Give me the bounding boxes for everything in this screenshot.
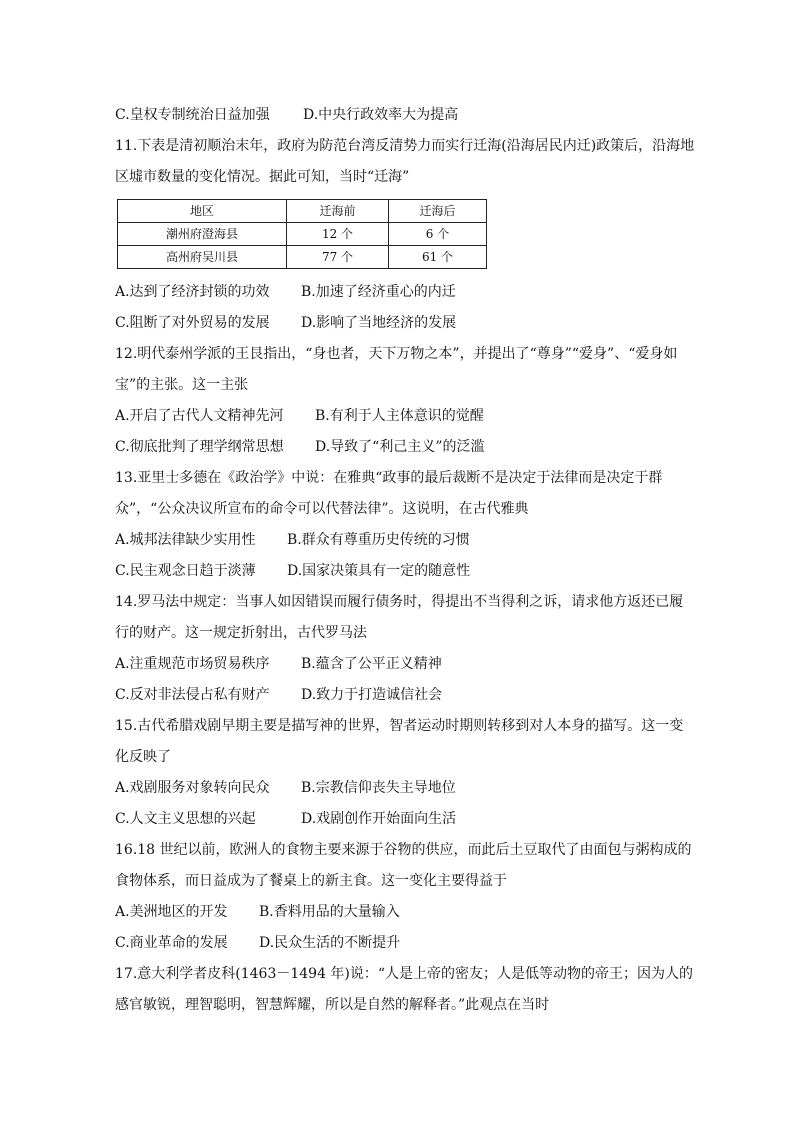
q11-options-ab [115, 277, 685, 308]
q11-stem-line2: 区墟市数量的变化情况。据此可知，当时“迁海” [115, 169, 410, 185]
q13-option-c[interactable]: C.民主观念日趋于淡薄 [115, 563, 256, 579]
q15-option-d[interactable]: D.戏剧创作开始面向生活 [301, 811, 457, 827]
q14-option-d[interactable]: D.致力于打造诚信社会 [301, 687, 443, 703]
q12-option-c[interactable]: C.彻底批判了理学纲常思想 [115, 439, 284, 455]
q14-option-c[interactable]: C.反对非法侵占私有财产 [115, 687, 270, 703]
q14-option-b[interactable]: B.蕴含了公平正义精神 [301, 656, 442, 672]
q11-stem-line1: 11.下表是清初顺治末年，政府为防范台湾反清势力而实行迁海(沿海居民内迁)政策后，沿海地 [115, 138, 695, 154]
q16-options-cd [115, 928, 685, 959]
q11-option-d[interactable]: D.影响了当地经济的发展 [301, 315, 457, 331]
q13-option-d[interactable]: D.国家决策具有一定的随意性 [287, 563, 471, 579]
q16-option-c[interactable]: C.商业革命的发展 [115, 935, 228, 951]
q15-options-ab [115, 773, 685, 804]
q14-stem-line2: 行的财产。这一规定折射出，古代罗马法 [115, 625, 367, 641]
q16-option-b[interactable]: B.香料用品的大量输入 [259, 904, 400, 920]
q15-option-c[interactable]: C.人文主义思想的兴起 [115, 811, 256, 827]
table-header-after: 迁海后 [389, 200, 487, 223]
q16-option-d[interactable]: D.民众生活的不断提升 [259, 935, 401, 951]
table-row [118, 246, 487, 269]
q14-options-cd [115, 680, 685, 711]
table-cell-after: 61 个 [389, 246, 487, 269]
q15-stem-line1: 15.古代希腊戏剧早期主要是描写神的世界，智者运动时期则转移到对人本身的描写。这一变 [115, 718, 684, 734]
q11-options-cd [115, 308, 685, 339]
q14-option-a[interactable]: A.注重规范市场贸易秩序 [115, 656, 270, 672]
q10-options-cd [115, 100, 685, 131]
table-cell-before: 77 个 [287, 246, 389, 269]
q13-options-cd [115, 556, 685, 587]
q14-stem-line1: 14.罗马法中规定：当事人如因错误而履行债务时，得提出不当得利之诉，请求他方返还已履 [115, 594, 684, 610]
table-row [118, 223, 487, 246]
q15-option-b[interactable]: B.宗教信仰丧失主导地位 [301, 780, 456, 796]
q15-option-a[interactable]: A.戏剧服务对象转向民众 [115, 780, 270, 796]
q16-options-ab [115, 897, 685, 928]
q11-option-a[interactable]: A.达到了经济封锁的功效 [115, 284, 270, 300]
q12-stem-line2: 宝”的主张。这一主张 [115, 377, 249, 393]
exam-page [115, 100, 695, 1021]
table-header-region: 地区 [118, 200, 287, 223]
q15-stem-line2: 化反映了 [115, 749, 171, 765]
q12-option-b[interactable]: B.有利于人主体意识的觉醒 [315, 408, 484, 424]
table-header-row [118, 200, 487, 223]
q17-stem-line2: 感官敏锐，理智聪明，智慧辉耀，所以是自然的解释者。”此观点在当时 [115, 997, 550, 1013]
table-cell-after: 6 个 [389, 223, 487, 246]
q12-options-ab [115, 401, 685, 432]
q13-option-b[interactable]: B.群众有尊重历史传统的习惯 [287, 532, 470, 548]
q13-options-ab [115, 525, 685, 556]
q14-options-ab [115, 649, 685, 680]
q11-option-b[interactable]: B.加速了经济重心的内迁 [301, 284, 456, 300]
q12-stem-line1: 12.明代泰州学派的王艮指出，“身也者，天下万物之本”，并提出了“尊身”“爱身”、“爱身如 [115, 346, 678, 362]
q12-option-d[interactable]: D.导致了“利己主义”的泛滥 [315, 439, 485, 455]
q13-stem-line1: 13.亚里士多德在《政治学》中说：在雅典“政事的最后裁断不是决定于法律而是决定于群 [115, 470, 663, 486]
q15-options-cd [115, 804, 685, 835]
table-cell-region: 高州府吴川县 [118, 246, 287, 269]
q16-stem-line1: 16.18 世纪以前，欧洲人的食物主要来源于谷物的供应，而此后土豆取代了由面包与粥构成的 [115, 842, 692, 858]
q12-options-cd [115, 432, 685, 463]
table-cell-before: 12 个 [287, 223, 389, 246]
q13-stem-line2: 众”，“公众决议所宣布的命令可以代替法律”。这说明，在古代雅典 [115, 501, 529, 517]
q11-option-c[interactable]: C.阻断了对外贸易的发展 [115, 315, 270, 331]
q16-stem-line2: 食物体系，而日益成为了餐桌上的新主食。这一变化主要得益于 [115, 873, 507, 889]
q12-option-a[interactable]: A.开启了古代人文精神先河 [115, 408, 284, 424]
q10-option-d[interactable]: D.中央行政效率大为提高 [303, 107, 459, 123]
q16-option-a[interactable]: A.美洲地区的开发 [115, 904, 228, 920]
q17-stem-line1: 17.意大利学者皮科(1463－1494 年)说：“人是上帝的密友；人是低等动物的帝王；因为人的 [115, 966, 694, 982]
table-cell-region: 潮州府澄海县 [118, 223, 287, 246]
q10-option-c[interactable]: C.皇权专制统治日益加强 [115, 107, 270, 123]
table-header-before: 迁海前 [287, 200, 389, 223]
q11-data-table [117, 199, 487, 269]
q13-option-a[interactable]: A.城邦法律缺少实用性 [115, 532, 256, 548]
